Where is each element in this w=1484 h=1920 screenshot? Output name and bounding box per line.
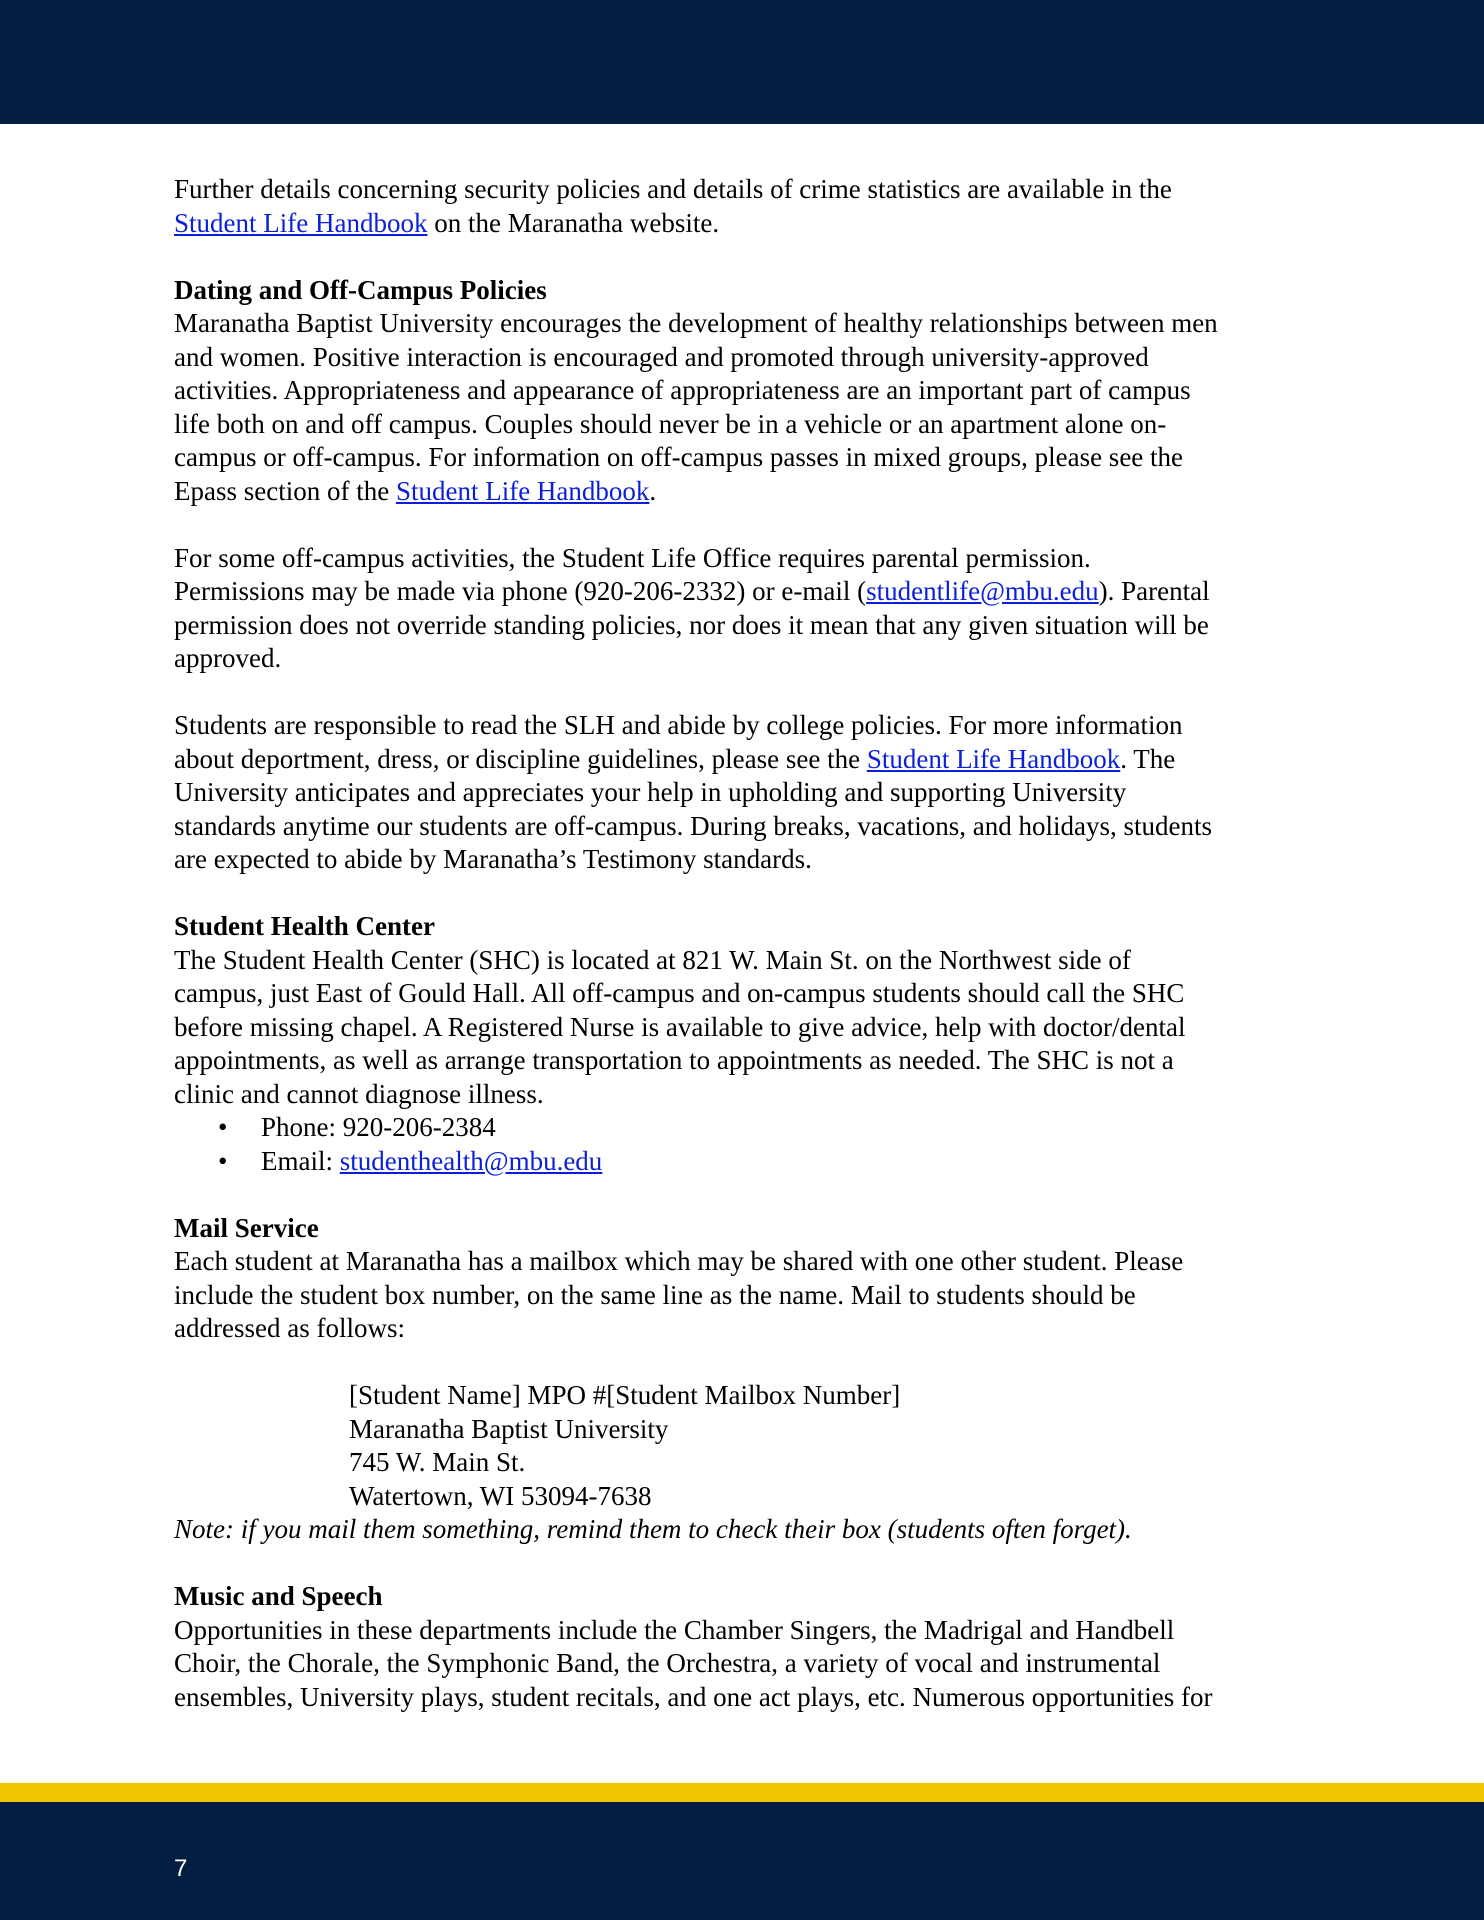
permission-line: approved. [174, 643, 282, 673]
health-contact-list [174, 1111, 1324, 1178]
dating-line: and women. Positive interaction is encouraged and promoted through university-approved [174, 341, 1149, 372]
health-paragraph [174, 944, 1324, 1112]
music-paragraph [174, 1614, 1324, 1715]
dating-paragraph [174, 307, 1324, 508]
health-line: campus, just East of Gould Hall. All off-campus and on-campus students should call the SHC [174, 978, 1185, 1008]
music-heading: Music and Speech [174, 1581, 383, 1611]
dating-heading: Dating and Off-Campus Policies [174, 274, 547, 305]
mail-line: Each student at Maranatha has a mailbox which may be shared with one other student. Please [174, 1246, 1184, 1276]
student-life-handbook-link[interactable]: Student Life Handbook [395, 475, 650, 506]
phone-number: Phone: 920-206-2384 [261, 1112, 496, 1142]
intro-text-end: on the Maranatha website. [427, 207, 720, 238]
header-band [0, 0, 1484, 124]
mail-note: Note: if you mail them something, remind them to check their box (students often forget). [174, 1514, 1132, 1544]
email-label: Email: [261, 1145, 340, 1176]
responsibility-paragraph [174, 709, 1324, 877]
health-line: appointments, as well as arrange transportation to appointments as needed. The SHC is not a [174, 1045, 1174, 1075]
studenthealth-email-link[interactable]: studenthealth@mbu.edu [339, 1145, 603, 1176]
dating-line: . [649, 475, 657, 506]
page-content [174, 173, 1324, 1714]
health-line: before missing chapel. A Registered Nurse is available to give advice, help with doctor/dental [174, 1011, 1186, 1042]
permission-line: Permissions may be made via phone (920-206-2332) or e-mail ( [174, 576, 867, 606]
address-line: Maranatha Baptist University [349, 1413, 669, 1444]
dating-line: Epass section of the [174, 475, 396, 506]
responsibility-line: University anticipates and appreciates your help in upholding and supporting University [174, 777, 1127, 807]
music-line: ensembles, University plays, student recitals, and one act plays, etc. Numerous opportunities for [174, 1681, 1213, 1712]
dating-line: campus or off-campus. For information on off-campus passes in mixed groups, please see the [174, 442, 1184, 472]
student-life-handbook-link[interactable]: Student Life Handbook [866, 743, 1121, 774]
responsibility-line: about deportment, dress, or discipline guidelines, please see the [174, 743, 867, 774]
health-heading: Student Health Center [174, 911, 435, 941]
address-line: Watertown, WI 53094-7638 [349, 1480, 652, 1511]
address-line: [Student Name] MPO #[Student Mailbox Number] [349, 1380, 901, 1410]
health-line: The Student Health Center (SHC) is located at 821 W. Main St. on the Northwest side of [174, 944, 1131, 975]
responsibility-line: are expected to abide by Maranatha’s Testimony standards. [174, 844, 812, 874]
studentlife-email-link[interactable]: studentlife@mbu.edu [866, 576, 1099, 606]
intro-paragraph [174, 173, 1324, 240]
permission-line: ). Parental [1098, 576, 1210, 606]
mail-heading: Mail Service [174, 1212, 319, 1243]
dating-line: activities. Appropriateness and appearance of appropriateness are an important part of campus [174, 375, 1191, 405]
responsibility-line: . The [1120, 743, 1176, 774]
student-life-handbook-link[interactable]: Student Life Handbook [174, 207, 428, 238]
dating-line: Maranatha Baptist University encourages the development of healthy relationships between men [174, 308, 1218, 338]
mail-line: include the student box number, on the same line as the name. Mail to students should be [174, 1279, 1136, 1310]
permission-line: permission does not override standing policies, nor does it mean that any given situation will be [174, 609, 1209, 640]
responsibility-line: standards anytime our students are off-campus. During breaks, vacations, and holidays, students [174, 810, 1213, 841]
dating-line: life both on and off campus. Couples should never be in a vehicle or an apartment alone on- [174, 408, 1167, 439]
footer-gold-stripe [0, 1783, 1484, 1802]
music-line: Choir, the Chorale, the Symphonic Band, the Orchestra, a variety of vocal and instrumental [174, 1648, 1161, 1678]
list-item [174, 1111, 1324, 1145]
responsibility-line: Students are responsible to read the SLH and abide by college policies. For more information [174, 710, 1183, 740]
mail-line: addressed as follows: [174, 1313, 405, 1343]
footer-band [0, 1802, 1484, 1920]
mail-paragraph [174, 1245, 1324, 1346]
mailing-address [174, 1379, 1324, 1513]
health-line: clinic and cannot diagnose illness. [174, 1078, 544, 1109]
address-line: 745 W. Main St. [349, 1447, 526, 1477]
intro-text: Further details concerning security policies and details of crime statistics are available in the [174, 174, 1172, 204]
permission-line: For some off-campus activities, the Student Life Office requires parental permission. [174, 542, 1091, 573]
music-line: Opportunities in these departments include the Chamber Singers, the Madrigal and Handbell [174, 1614, 1175, 1645]
permission-paragraph [174, 542, 1324, 676]
list-item [174, 1145, 1324, 1179]
page-number: 7 [174, 1855, 188, 1882]
